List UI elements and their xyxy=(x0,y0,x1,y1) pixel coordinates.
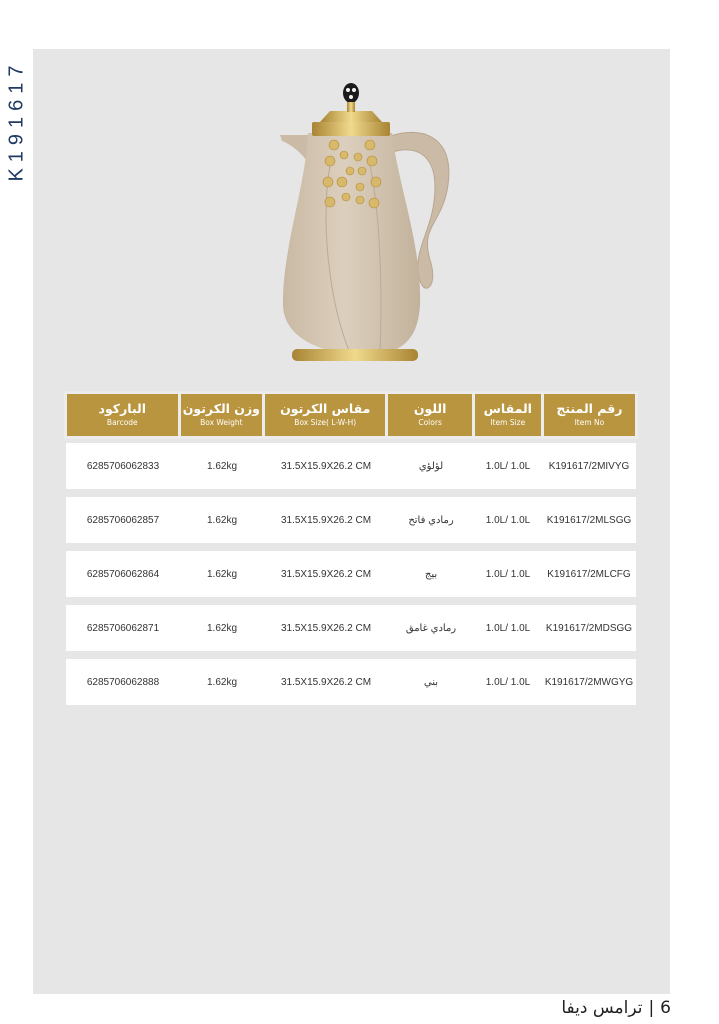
footer-separator: | xyxy=(648,998,655,1018)
box-size-cell: 31.5X15.9X26.2 CM xyxy=(280,514,372,526)
vertical-product-code xyxy=(2,45,32,195)
barcode-cell: 6285706062857 xyxy=(86,514,160,526)
weight-cell: 1.62kg xyxy=(206,622,238,634)
item-no-cell: K191617/2MLCFG xyxy=(547,568,631,580)
color-cell: رمادي غامق xyxy=(405,622,457,634)
table-row xyxy=(66,659,636,705)
product-spec-table xyxy=(64,391,638,713)
weight-cell: 1.62kg xyxy=(206,568,238,580)
thermos-flask-image xyxy=(270,75,460,380)
weight-cell: 1.62kg xyxy=(206,460,238,472)
page-number: 6 xyxy=(660,998,671,1018)
item-size-cell: 1.0L/ 1.0L xyxy=(485,676,531,688)
page-footer xyxy=(561,995,671,1021)
item-no-cell: K191617/2MWGYG xyxy=(544,676,634,688)
item-size-cell: 1.0L/ 1.0L xyxy=(485,460,531,472)
box-size-cell: 31.5X15.9X26.2 CM xyxy=(280,460,372,472)
color-cell: رمادي فاتح xyxy=(408,514,454,526)
box-size-cell: 31.5X15.9X26.2 CM xyxy=(280,622,372,634)
barcode-cell: 6285706062888 xyxy=(86,676,160,688)
item-size-cell: 1.0L/ 1.0L xyxy=(485,514,531,526)
barcode-cell: 6285706062871 xyxy=(86,622,160,634)
table-row xyxy=(66,497,636,543)
barcode-cell: 6285706062833 xyxy=(86,460,160,472)
box-size-cell: 31.5X15.9X26.2 CM xyxy=(280,676,372,688)
header-box-weight: وزن الكرتون Box Weight xyxy=(181,394,263,436)
header-box-size: مقاس الكرتون Box Size( L-W-H) xyxy=(265,394,385,436)
header-barcode: الباركود Barcode xyxy=(67,394,178,436)
color-cell: بني xyxy=(423,676,439,688)
weight-cell: 1.62kg xyxy=(206,676,238,688)
item-no-cell: K191617/2MIVYG xyxy=(548,460,630,472)
item-no-cell: K191617/2MLSGG xyxy=(546,514,632,526)
table-header xyxy=(64,391,638,439)
item-size-cell: 1.0L/ 1.0L xyxy=(485,568,531,580)
header-colors: اللون Colors xyxy=(388,394,471,436)
catalog-title: ترامس ديفا xyxy=(561,998,643,1018)
box-size-cell: 31.5X15.9X26.2 CM xyxy=(280,568,372,580)
barcode-cell: 6285706062864 xyxy=(86,568,160,580)
weight-cell: 1.62kg xyxy=(206,514,238,526)
color-cell: بيج xyxy=(424,568,438,580)
table-row xyxy=(66,443,636,489)
header-item-no: رقم المنتج Item No xyxy=(544,394,635,436)
item-size-cell: 1.0L/ 1.0L xyxy=(485,622,531,634)
table-row xyxy=(66,605,636,651)
item-no-cell: K191617/2MDSGG xyxy=(545,622,633,634)
side-code-text: K191617 xyxy=(5,58,28,182)
header-item-size: المقاس Item Size xyxy=(475,394,541,436)
color-cell: لؤلؤي xyxy=(418,460,444,472)
table-row xyxy=(66,551,636,597)
